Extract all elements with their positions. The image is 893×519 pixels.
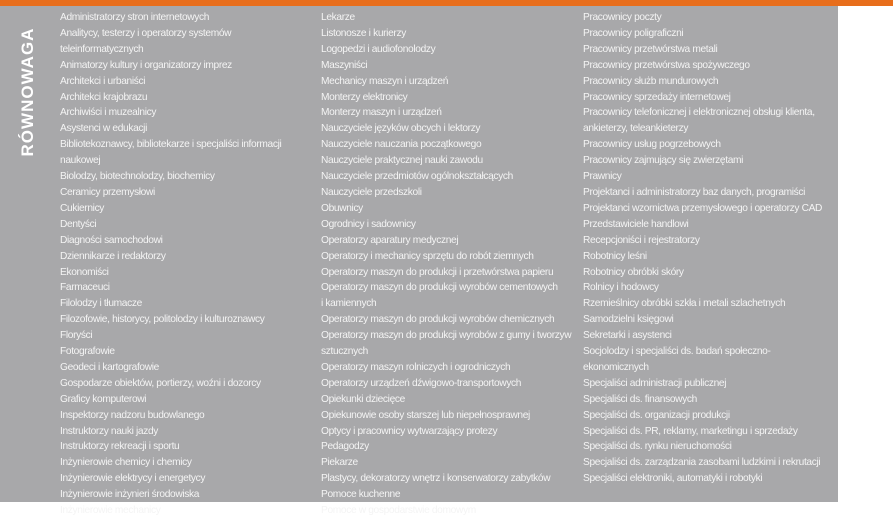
occupation-item: Opiekunowie osoby starszej lub niepełnosprawnej — [321, 409, 530, 421]
occupation-item: Specjaliści ds. PR, reklamy, marketingu i sprzedaży — [583, 425, 798, 437]
occupation-item: Inżynierowie elektrycy i energetycy — [60, 473, 206, 485]
occupation-item: Ogrodnicy i sadownicy — [321, 218, 416, 230]
occupation-item: Specjaliści ds. organizacji produkcji — [583, 409, 730, 421]
occupation-item: Ceramicy przemysłowi — [60, 186, 155, 198]
occupation-item: Pracownicy telefonicznej i elektronicznej obsługi klienta, — [583, 107, 815, 119]
occupation-item: Plastycy, dekoratorzy wnętrz i konserwatorzy zabytków — [321, 473, 551, 485]
occupation-column-3 — [583, 10, 835, 487]
occupation-item: i kamiennych — [321, 298, 377, 310]
occupation-item: Operatorzy maszyn rolniczych i ogrodniczych — [321, 361, 511, 373]
occupation-item: Diagności samochodowi — [60, 234, 163, 246]
occupation-item: Cukiernicy — [60, 202, 105, 214]
occupation-item: Monterzy elektronicy — [321, 91, 408, 103]
occupation-item: Nauczyciele praktycznej nauki zawodu — [321, 155, 483, 167]
occupation-item: Dziennikarze i redaktorzy — [60, 250, 166, 262]
occupation-item: Listonosze i kurierzy — [321, 27, 406, 39]
occupation-item: Nauczyciele nauczania początkowego — [321, 139, 482, 151]
occupation-item: Fotografowie — [60, 346, 115, 358]
occupation-item: Operatorzy i mechanicy sprzętu do robót ziemnych — [321, 250, 534, 262]
occupation-item: Pomoce kuchenne — [321, 489, 401, 501]
occupation-column-2 — [321, 10, 581, 519]
occupation-item: Specjaliści administracji publicznej — [583, 377, 727, 389]
occupation-item: Projektanci wzornictwa przemysłowego i operatorzy CAD — [583, 202, 823, 214]
occupation-item: Filozofowie, historycy, politolodzy i kulturoznawcy — [60, 314, 265, 326]
occupation-item: Pracownicy służb mundurowych — [583, 75, 719, 87]
occupation-item: Nauczyciele przedmiotów ogólnokształcących — [321, 171, 513, 183]
occupation-item: Ekonomiści — [60, 266, 109, 278]
occupation-item: Pedagodzy — [321, 441, 369, 453]
occupation-item: Rolnicy i hodowcy — [583, 282, 659, 294]
occupation-item: Architekci i urbaniści — [60, 75, 146, 87]
occupation-item: Operatorzy maszyn do produkcji wyrobów z gumy i tworzyw — [321, 330, 572, 342]
occupation-item: Graficy komputerowi — [60, 393, 147, 405]
occupation-item: Operatorzy maszyn do produkcji wyrobów cementowych — [321, 282, 558, 294]
occupation-item: Inżynierowie mechanicy — [60, 505, 161, 517]
occupation-item: Inżynierowie chemicy i chemicy — [60, 457, 192, 469]
occupation-item: Architekci krajobrazu — [60, 91, 148, 103]
occupation-item: Farmaceuci — [60, 282, 110, 294]
occupation-item: Sekretarki i asystenci — [583, 330, 672, 342]
occupation-item: Pracownicy przetwórstwa spożywczego — [583, 59, 750, 71]
occupation-item: Przedstawiciele handlowi — [583, 218, 689, 230]
occupation-item: Nauczyciele przedszkoli — [321, 186, 422, 198]
occupation-item: Operatorzy maszyn do produkcji i przetwórstwa papieru — [321, 266, 554, 278]
occupation-item: Nauczyciele języków obcych i lektorzy — [321, 123, 481, 135]
occupation-item: Optycy i pracownicy wytwarzający protezy — [321, 425, 498, 437]
occupation-item: Floryści — [60, 330, 93, 342]
occupation-item: Pracownicy poligraficzni — [583, 27, 684, 39]
occupation-item: Rzemieślnicy obróbki szkła i metali szlachetnych — [583, 298, 786, 310]
occupation-item: Specjaliści elektroniki, automatyki i robotyki — [583, 473, 763, 485]
occupation-item: Piekarze — [321, 457, 358, 469]
occupation-item: Instruktorzy rekreacji i sportu — [60, 441, 180, 453]
occupation-item: Robotnicy leśni — [583, 250, 647, 262]
occupation-item: Pracownicy zajmujący się zwierzętami — [583, 155, 744, 167]
occupation-item: Logopedzi i audiofonolodzy — [321, 43, 436, 55]
occupation-item: Archiwiści i muzealnicy — [60, 107, 157, 119]
occupation-item: Mechanicy maszyn i urządzeń — [321, 75, 449, 87]
occupation-item: sztucznych — [321, 346, 368, 358]
occupation-item: Asystenci w edukacji — [60, 123, 147, 135]
occupation-item: Specjaliści ds. rynku nieruchomości — [583, 441, 732, 453]
occupation-item: Filolodzy i tłumacze — [60, 298, 142, 310]
occupation-item: teleinformatycznych — [60, 43, 144, 55]
occupation-item: Bibliotekoznawcy, bibliotekarze i specjaliści informacji — [60, 139, 282, 151]
occupation-item: Robotnicy obróbki skóry — [583, 266, 684, 278]
occupation-item: Geodeci i kartografowie — [60, 361, 159, 373]
occupation-item: Pracownicy przetwórstwa metali — [583, 43, 718, 55]
occupation-item: Analitycy, testerzy i operatorzy systemów — [60, 27, 232, 39]
occupation-item: Recepcjoniści i rejestratorzy — [583, 234, 700, 246]
occupation-item: Instruktorzy nauki jazdy — [60, 425, 159, 437]
occupation-item: Samodzielni księgowi — [583, 314, 674, 326]
category-label-panel — [0, 6, 56, 502]
occupations-panel — [56, 6, 838, 517]
occupation-item: Animatorzy kultury i organizatorzy imprez — [60, 59, 232, 71]
occupation-item: Operatorzy urządzeń dźwigowo-transportowych — [321, 377, 522, 389]
occupation-item: Obuwnicy — [321, 202, 363, 214]
category-label: RÓWNOWAGA — [18, 27, 37, 157]
occupation-item: Inżynierowie inżynieri środowiska — [60, 489, 200, 501]
occupation-item: naukowej — [60, 155, 101, 167]
occupation-item: Lekarze — [321, 12, 355, 23]
occupation-item: Specjaliści ds. finansowych — [583, 393, 697, 405]
occupation-item: Pracownicy sprzedaży internetowej — [583, 91, 731, 103]
occupation-item: Operatorzy maszyn do produkcji wyrobów chemicznych — [321, 314, 555, 326]
occupation-item: ekonomicznych — [583, 361, 649, 373]
occupation-item: Operatorzy aparatury medycznej — [321, 234, 459, 246]
occupation-item: Monterzy maszyn i urządzeń — [321, 107, 442, 119]
occupation-item: Maszyniści — [321, 59, 368, 71]
occupation-column-1 — [60, 10, 312, 519]
occupation-item: Administratorzy stron internetowych — [60, 12, 210, 23]
occupation-item: Opiekunki dziecięce — [321, 393, 405, 405]
occupation-item: Pracownicy usług pogrzebowych — [583, 139, 721, 151]
occupation-item: Dentyści — [60, 218, 97, 230]
occupation-item: Gospodarze obiektów, portierzy, woźni i dozorcy — [60, 377, 261, 389]
occupation-item: Projektanci i administratorzy baz danych, programiści — [583, 186, 806, 198]
occupation-item: Prawnicy — [583, 171, 622, 183]
occupation-item: Inspektorzy nadzoru budowlanego — [60, 409, 205, 421]
occupation-item: Biolodzy, biotechnolodzy, biochemicy — [60, 171, 215, 183]
occupation-item: ankieterzy, teleankieterzy — [583, 123, 689, 135]
occupation-item: Socjolodzy i specjaliści ds. badań społeczno- — [583, 346, 771, 358]
occupation-item: Specjaliści ds. zarządzania zasobami ludzkimi i rekrutacji — [583, 457, 821, 469]
occupation-item: Pracownicy poczty — [583, 12, 662, 23]
occupation-item: Pomoce w gospodarstwie domowym — [321, 505, 476, 517]
